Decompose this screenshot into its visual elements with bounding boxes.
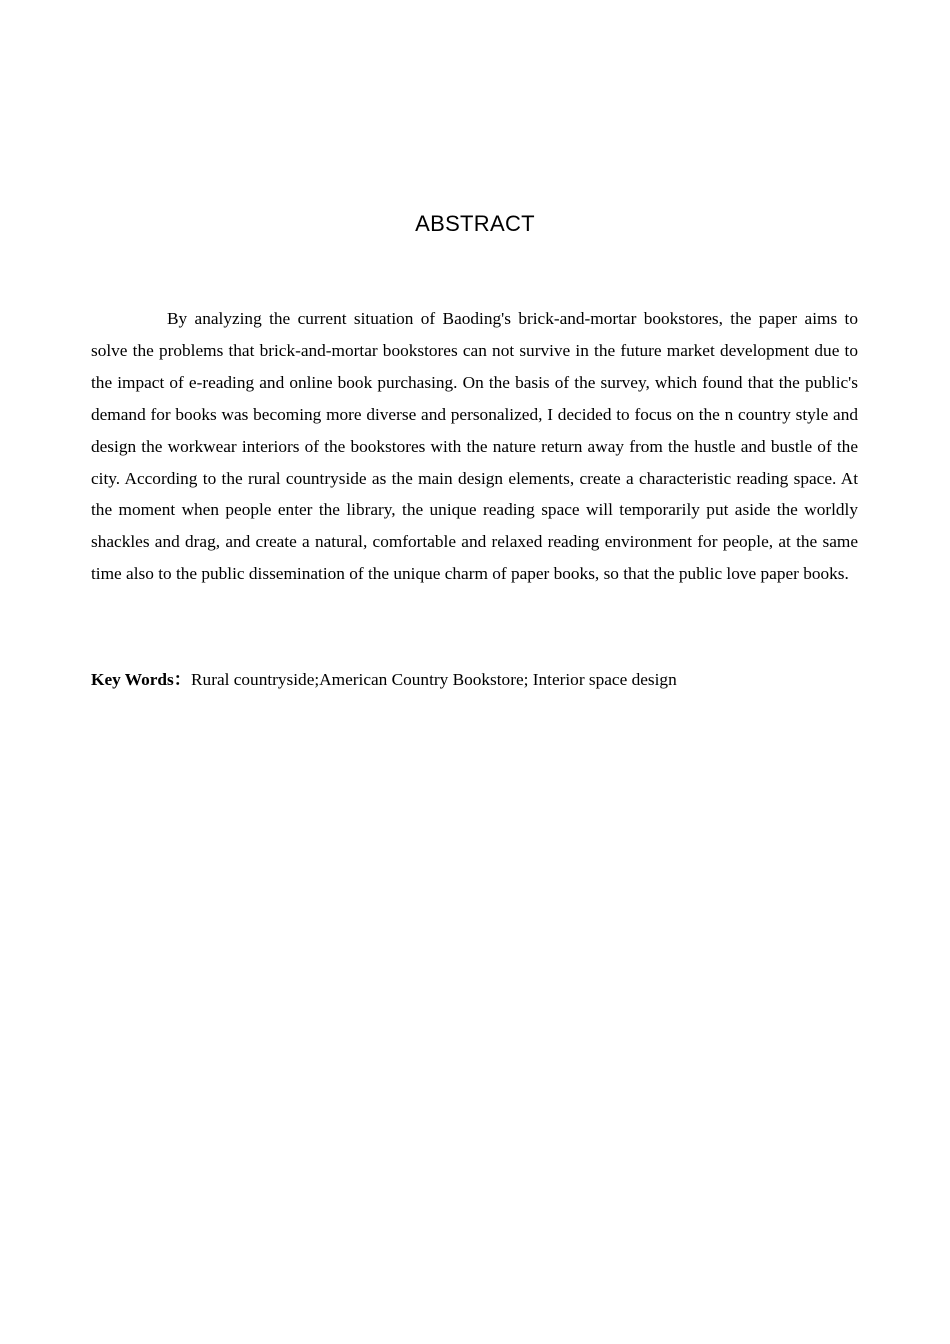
keywords-label: Key Words： [91,670,192,689]
abstract-paragraph: By analyzing the current situation of Baoding's brick-and-mortar bookstores, the paper aims to solve the problems that brick-and-mortar bookstores can not survive in the future market development due to the impact of e-reading and online book purchasing. On the basis of the survey, which found that the public's demand for books was becoming more diverse and personalized, I decided to focus on the n country style and design the workwear interiors of the bookstores with the nature return away from the hustle and bustle of the city. According to the rural countryside as the main design elements, create a characteristic reading space. At the moment when people enter the library, the unique reading space will temporarily put aside the worldly shackles and drag, and create a natural, comfortable and relaxed reading environment for people, at the same time also to the public dissemination of the unique charm of paper books, so that the public love paper books. [91,309,858,584]
keywords-value: Rural countryside;American Country Bookstore; Interior space design [191,670,677,689]
keywords-line [91,666,858,694]
abstract-title: ABSTRACT [415,211,535,236]
